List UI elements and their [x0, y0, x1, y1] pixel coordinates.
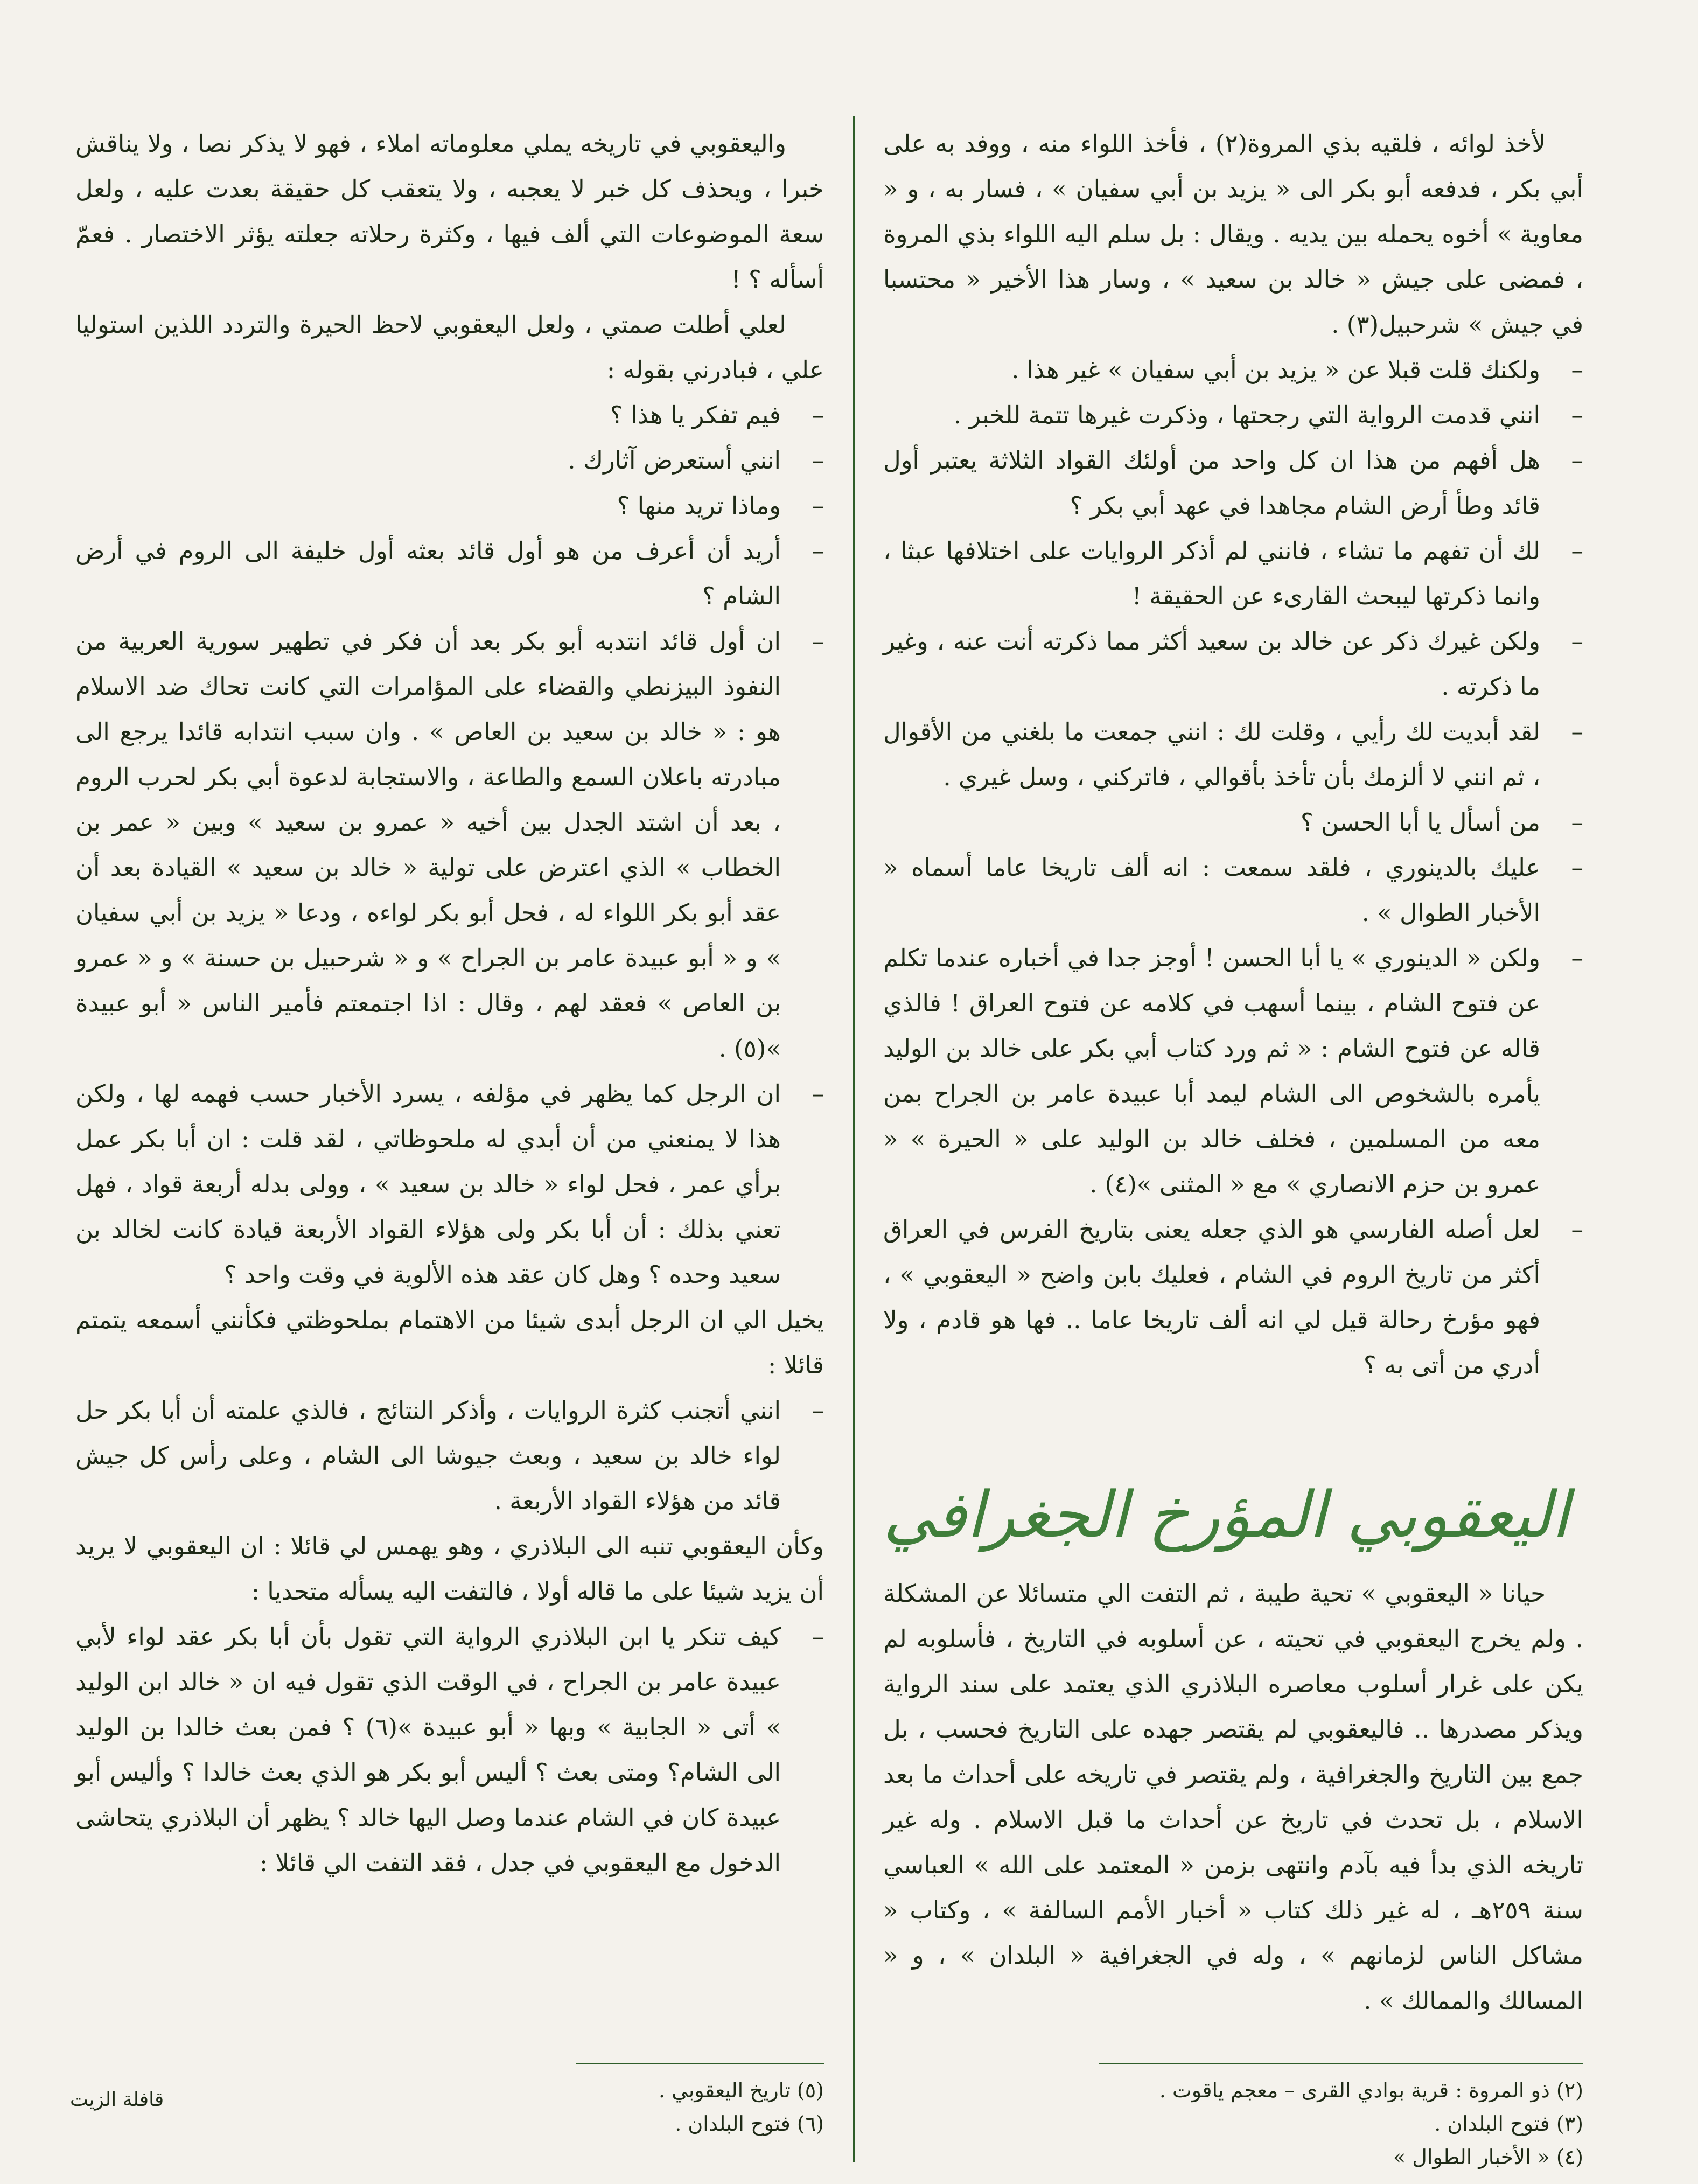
body-paragraph: حيانا « اليعقوبي » تحية طيبة ، ثم التفت الي متسائلا عن المشكلة . ولم يخرج اليعقوبي في تحيته ، عن أسلوبه في التاريخ ، فأسلوبه لم يكن على غرار أسلوب معاصره البلاذري الذي يعتمد على سند الرواية ويذكر مصدرها .. فاليعقوبي لم يقتصر جهده على التاريخ فحسب ، بل جمع بين التاريخ والجغرافية ، ولم يقتصر في تاريخه على أحداث ما بعد الاسلام ، بل تحدث في تاريخ عن أحداث ما قبل الاسلام . وله غير تاريخه الذي بدأ فيه بآدم وانتهى بزمن « المعتمد على الله » العباسي سنة ٢٥٩هـ ، له غير ذلك كتاب « أخبار الأمم السالفة » ، وكتاب « مشاكل الناس لزمانهم » ، وله في الجغرافية « البلدان » ، و « المسالك والممالك » .	[883, 1579, 1583, 2015]
dialogue-line: – ولكن غيرك ذكر عن خالد بن سعيد أكثر مما ذكرته أنت عنه ، وغير ما ذكرته .	[883, 619, 1583, 709]
dialogue-line: – لك أن تفهم ما تشاء ، فانني لم أذكر الروايات على اختلافها عبثا ، وانما ذكرتها ليبحث القارىء عن الحقيقة !	[883, 528, 1583, 619]
dialogue-line: – انني أستعرض آثارك .	[75, 438, 824, 483]
dialogue-line: – من أسأل يا أبا الحسن ؟	[883, 800, 1583, 845]
body-paragraph: يخيل الي ان الرجل أبدى شيئا من الاهتمام بملحوظتي فكأنني أسمعه يتمتم قائلا :	[75, 1306, 824, 1379]
publication-credit: قافلة الزيت	[70, 2089, 164, 2111]
footnote: (٣) فتوح البلدان .	[1434, 2112, 1583, 2136]
footnote: (٥) تاريخ اليعقوبي .	[658, 2078, 824, 2102]
body-paragraph: وكأن اليعقوبي تنبه الى البلاذري ، وهو يهمس لي قائلا : ان اليعقوبي لا يريد أن يزيد شيئا على ما قاله أولا ، فالتفت اليه يسأله متحديا :	[75, 1532, 824, 1606]
footnote-rule	[1099, 2063, 1583, 2064]
dialogue-line: – لعل أصله الفارسي هو الذي جعله يعنى بتاريخ الفرس في العراق أكثر من تاريخ الروم في الشام ، فعليك بابن واضح « اليعقوبي » ، فهو مؤرخ رحالة قيل لي انه ألف تاريخا عاما .. فها هو قادم ، ولا أدري من أتى به ؟	[883, 1207, 1583, 1388]
right-column	[883, 121, 1583, 2023]
dialogue-line: – وماذا تريد منها ؟	[75, 483, 824, 528]
dialogue-line: – ولكن « الدينوري » يا أبا الحسن ! أوجز جدا في أخباره عندما تكلم عن فتوح الشام ، بينما أسهب في كلامه عن فتوح العراق ! فالذي قاله عن فتوح الشام : « ثم ورد كتاب أبي بكر على خالد بن الوليد يأمره بالشخوص الى الشام ليمد أبا عبيدة عامر بن الجراح بمن معه من المسلمين ، فخلف خالد بن الوليد على « الحيرة » « عمرو بن حزم الانصاري » مع « المثنى »(٤) .	[883, 936, 1583, 1207]
footnote: (٤) « الأخبار الطوال »	[1393, 2145, 1583, 2169]
dialogue-line: – ولكنك قلت قبلا عن « يزيد بن أبي سفيان » غير هذا .	[883, 347, 1583, 393]
dialogue-line: – كيف تنكر يا ابن البلاذري الرواية التي تقول بأن أبا بكر عقد لواء لأبي عبيدة عامر بن الجراح ، في الوقت الذي تقول فيه ان « خالد ابن الوليد » أتى « الجابية » وبها « أبو عبيدة »(٦) ؟ فمن بعث خالدا بن الوليد الى الشام؟ ومتى بعث ؟ أليس أبو بكر هو الذي بعث خالدا ؟ وأليس أبو عبيدة كان في الشام عندما وصل اليها خالد ؟ يظهر أن البلاذري يتحاشى الدخول مع اليعقوبي في جدل ، فقد التفت الي قائلا :	[75, 1614, 824, 1886]
left-column	[75, 121, 824, 1886]
body-paragraph: لعلي أطلت صمتي ، ولعل اليعقوبي لاحظ الحيرة والتردد اللذين استوليا علي ، فبادرني بقوله :	[75, 310, 824, 384]
dialogue-line: – هل أفهم من هذا ان كل واحد من أولئك القواد الثلاثة يعتبر أول قائد وطأ أرض الشام مجاهدا في عهد أبي بكر ؟	[883, 438, 1583, 528]
dialogue-line: – لقد أبديت لك رأيي ، وقلت لك : انني جمعت ما بلغني من الأقوال ، ثم انني لا ألزمك بأن تأخذ بأقوالي ، فاتركني ، وسل غيري .	[883, 709, 1583, 800]
footnotes-left	[447, 2074, 824, 2140]
footnotes-right	[964, 2074, 1583, 2174]
dialogue-line: – أريد أن أعرف من هو أول قائد بعثه أول خليفة الى الروم في أرض الشام ؟	[75, 528, 824, 619]
dialogue-line: – ان أول قائد انتدبه أبو بكر بعد أن فكر في تطهير سورية العربية من النفوذ البيزنطي والقضاء على المؤامرات التي كانت تحاك ضد الاسلام هو : « خالد بن سعيد بن العاص » . وان سبب انتدابه قائدا يرجع الى مبادرته باعلان السمع والطاعة ، والاستجابة لدعوة أبي بكر لحرب الروم ، بعد أن اشتد الجدل بين أخيه « عمرو بن سعيد » وبين « عمر بن الخطاب » الذي اعترض على تولية « خالد بن سعيد » القيادة بعد أن عقد أبو بكر اللواء له ، فحل أبو بكر لواءه ، ودعا « يزيد بن أبي سفيان » و « أبو عبيدة عامر بن الجراح » و « شرحبيل بن حسنة » و « عمرو بن العاص » فعقد لهم ، وقال : اذا اجتمعتم فأمير الناس « أبو عبيدة »(٥) .	[75, 619, 824, 1071]
dialogue-line: – فيم تفكر يا هذا ؟	[75, 393, 824, 438]
footnote: (٦) فتوح البلدان .	[675, 2112, 824, 2136]
dialogue-line: – انني أتجنب كثرة الروايات ، وأذكر النتائج ، فالذي علمته أن أبا بكر حل لواء خالد بن سعيد ، وبعث جيوشا الى الشام ، وعلى رأس كل جيش قائد من هؤلاء القواد الأربعة .	[75, 1388, 824, 1524]
footnote-rule	[576, 2063, 824, 2064]
body-paragraph: لأخذ لوائه ، فلقيه بذي المروة(٢) ، فأخذ اللواء منه ، ووفد به على أبي بكر ، فدفعه أبو بكر الى « يزيد بن أبي سفيان » ، فسار به ، و « معاوية » أخوه يحمله بين يديه . ويقال : بل سلم اليه اللواء بذي المروة ، فمضى على جيش « خالد بن سعيد » ، وسار هذا الأخير « محتسبا في جيش » شرحبيل(٣) .	[883, 129, 1583, 339]
dialogue-line: – عليك بالدينوري ، فلقد سمعت : انه ألف تاريخا عاما أسماه « الأخبار الطوال » .	[883, 845, 1583, 936]
footnote: (٢) ذو المروة : قرية بوادي القرى – معجم ياقوت .	[1159, 2078, 1583, 2102]
body-paragraph: واليعقوبي في تاريخه يملي معلوماته املاء ، فهو لا يذكر نصا ، ولا يناقش خبرا ، ويحذف كل خبر لا يعجبه ، ولا يتعقب كل حقيقة بعدت عليه ، ولعل سعة الموضوعات التي ألف فيها ، وكثرة رحلاته جعلته يؤثر الاختصار . فعمّ أسأله ؟ !	[75, 129, 824, 294]
column-divider	[853, 116, 855, 2162]
dialogue-line: – ان الرجل كما يظهر في مؤلفه ، يسرد الأخبار حسب فهمه لها ، ولكن هذا لا يمنعني من أن أبدي له ملحوظاتي ، لقد قلت : ان أبا بكر عمل برأي عمر ، فحل لواء « خالد بن سعيد » ، وولى بدله أربعة قواد ، فهل تعني بذلك : أن أبا بكر ولى هؤلاء القواد الأربعة قيادة كانت لخالد بن سعيد وحده ؟ وهل كان عقد هذه الألوية في وقت واحد ؟	[75, 1071, 824, 1297]
section-heading: اليعقوبي المؤرخ الجغرافي	[883, 1477, 1569, 1552]
dialogue-line: – انني قدمت الرواية التي رجحتها ، وذكرت غيرها تتمة للخبر .	[883, 393, 1583, 438]
